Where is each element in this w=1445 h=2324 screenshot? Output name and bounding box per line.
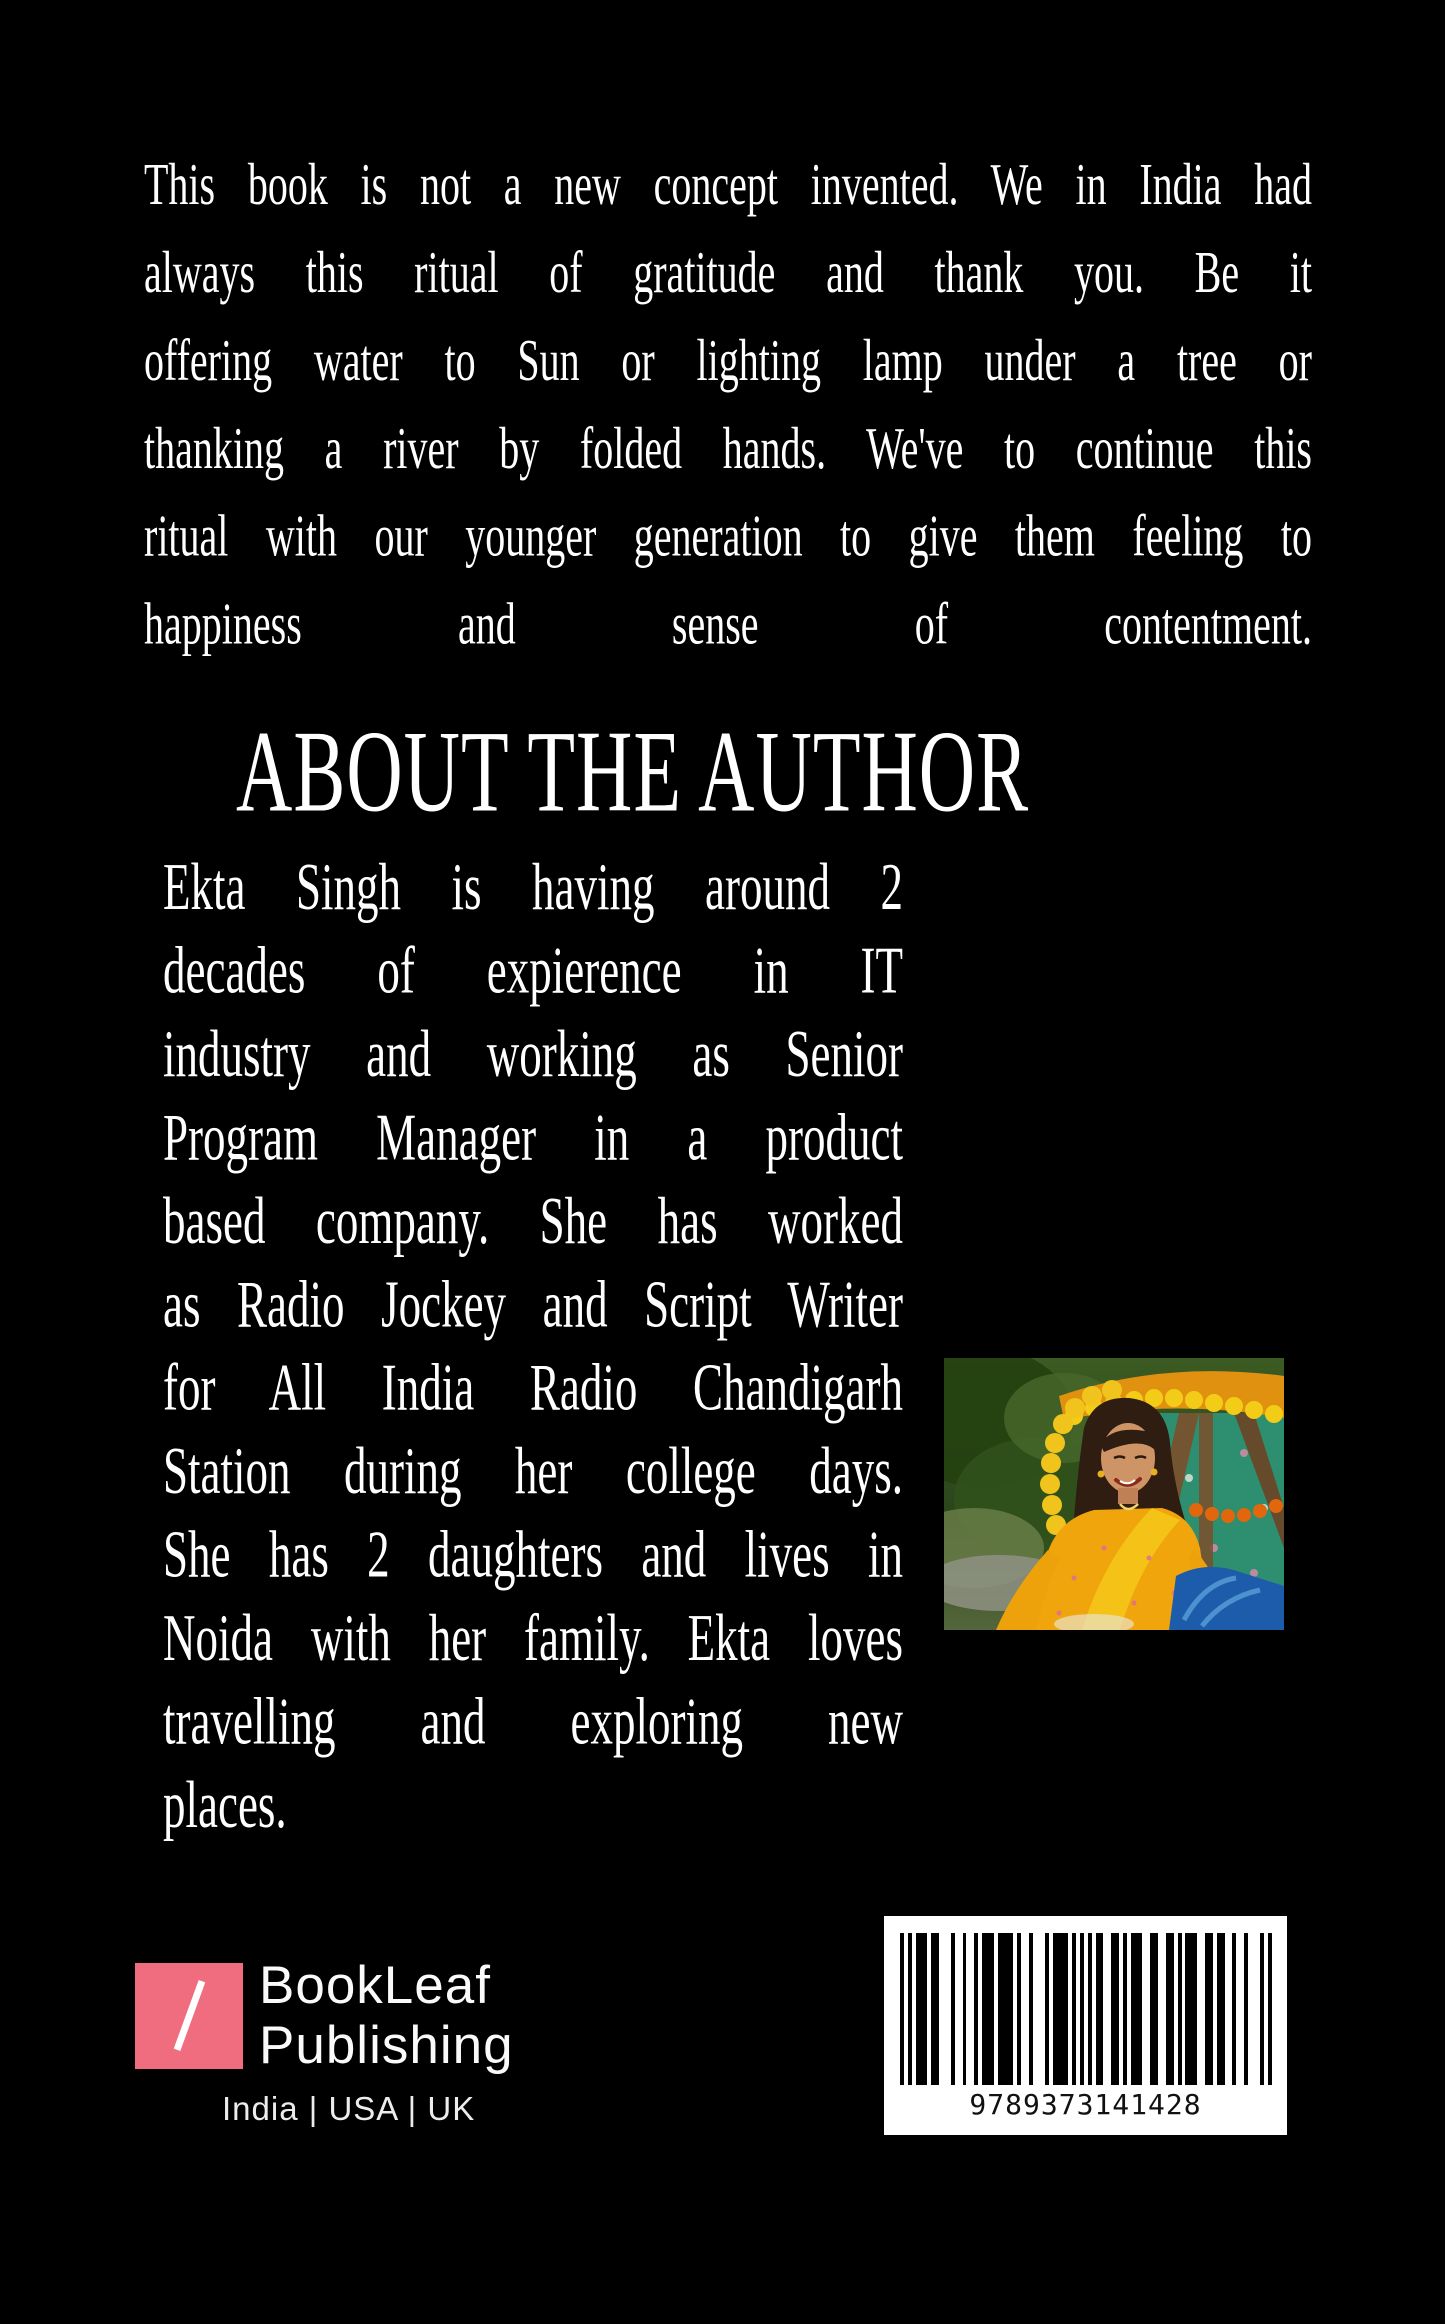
barcode-gap — [1021, 1933, 1029, 2085]
blurb-line-4: thanking a river by folded hands. We've to continue this — [144, 414, 1312, 482]
blurb-line-6: happiness and sense of contentment. — [144, 589, 1312, 658]
barcode-bar — [1205, 1933, 1213, 2085]
barcode-gap — [1033, 1933, 1045, 2085]
publisher-name-bottom: Publishing — [259, 2016, 514, 2075]
bio-line-4: Program Manager in a product — [163, 1099, 903, 1175]
bio-line-5: based company. She has worked — [163, 1183, 903, 1258]
barcode-bar — [1053, 1933, 1069, 2085]
barcode-bar — [1166, 1933, 1174, 2085]
barcode-bars — [900, 1933, 1272, 2085]
barcode-bar — [998, 1933, 1014, 2085]
bio-line-2: decades of expierence in IT — [163, 932, 903, 1008]
barcode-bar — [931, 1933, 939, 2085]
barcode-bar — [1150, 1933, 1158, 2085]
author-photo-image — [944, 1358, 1284, 1630]
isbn-number: 9789373141428 — [969, 2088, 1202, 2121]
barcode-bar — [1268, 1933, 1272, 2085]
barcode-bar — [1131, 1933, 1143, 2085]
barcode-bar — [1217, 1933, 1225, 2085]
bio-line-11: travelling and exploring new — [163, 1683, 903, 1759]
barcode-gap — [1236, 1933, 1244, 2085]
blurb-paragraph — [144, 140, 1312, 667]
bio-line-3: industry and working as Senior — [163, 1016, 903, 1091]
author-photo — [944, 1358, 1284, 1630]
bio-line-1: Ekta Singh is having around 2 — [163, 849, 903, 924]
blurb-line-5: ritual with our younger generation to give them feeling to — [144, 502, 1312, 570]
barcode-gap — [1197, 1933, 1205, 2085]
barcode-gap — [1225, 1933, 1233, 2085]
barcode — [884, 1916, 1287, 2135]
barcode-gap — [939, 1933, 951, 2085]
barcode-gap — [1158, 1933, 1166, 2085]
publisher-regions: India | USA | UK — [222, 2090, 476, 2127]
barcode-bar — [1096, 1933, 1104, 2085]
barcode-gap — [955, 1933, 963, 2085]
bio-line-8: Station during her college days. — [163, 1433, 903, 1509]
barcode-bar — [1111, 1933, 1119, 2085]
barcode-gap — [1248, 1933, 1260, 2085]
author-bio — [163, 845, 903, 1846]
slash-icon — [174, 1980, 206, 2051]
barcode-bar — [982, 1933, 994, 2085]
publisher-name-top: BookLeaf — [259, 1956, 491, 2015]
barcode-bar — [916, 1933, 928, 2085]
bio-line-12: places. — [163, 1767, 287, 1842]
bio-line-7: for All India Radio Chandigarh — [163, 1350, 903, 1425]
about-the-author-heading: ABOUT THE AUTHOR — [236, 706, 1030, 836]
blurb-line-3: offering water to Sun or lighting lamp under a tree or — [144, 326, 1312, 394]
barcode-gap — [1142, 1933, 1150, 2085]
blurb-line-1: This book is not a new concept invented. We in India had — [144, 150, 1312, 218]
publisher-logo — [135, 1963, 243, 2069]
barcode-bar — [1185, 1933, 1197, 2085]
barcode-gap — [966, 1933, 974, 2085]
publisher-name — [259, 1956, 514, 2076]
barcode-gap — [1103, 1933, 1111, 2085]
bio-line-9: She has 2 daughters and lives in — [163, 1516, 903, 1592]
bio-line-6: as Radio Jockey and Script Writer — [163, 1266, 903, 1342]
bio-line-10: Noida with her family. Ekta loves — [163, 1600, 903, 1675]
blurb-line-2: always this ritual of gratitude and thank you. Be it — [144, 238, 1312, 306]
